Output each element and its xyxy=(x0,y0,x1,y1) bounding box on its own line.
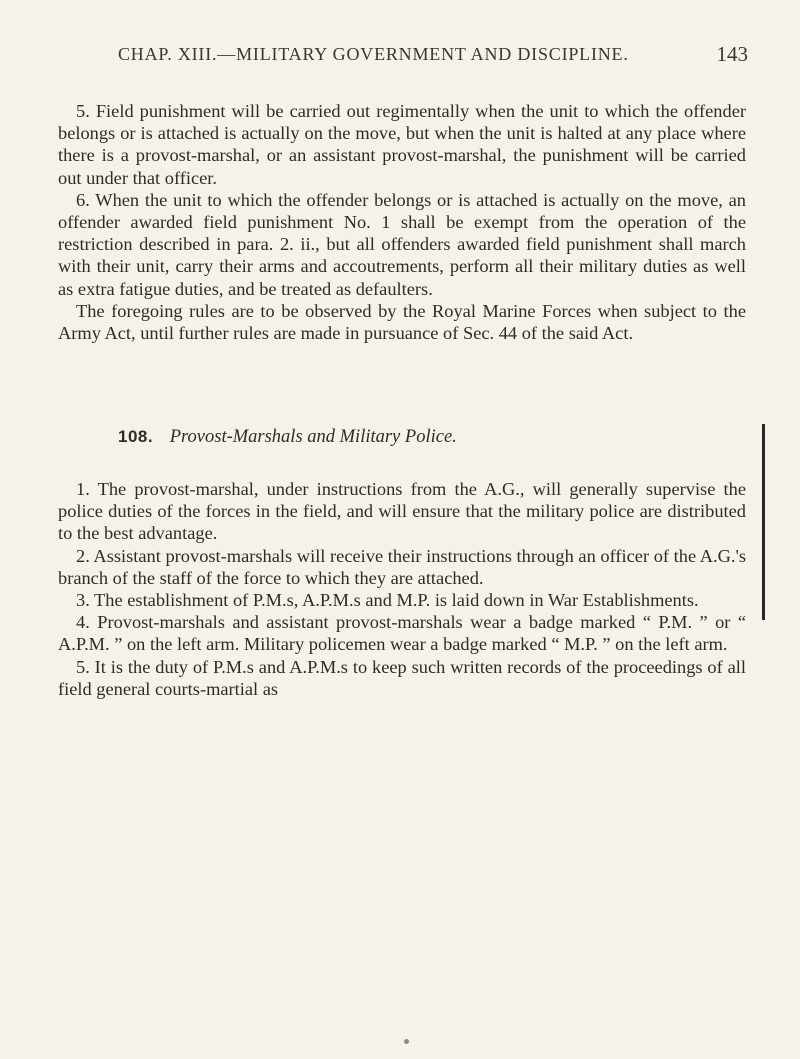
paragraph-royal-marine: The foregoing rules are to be observed by the Royal Marine Forces when subject to the Army Act, until further rules are made in pursuance of Sec. 44 of the said Act. xyxy=(58,300,746,344)
section-title: Provost-Marshals and Military Police. xyxy=(169,427,457,447)
section-paragraph-2: 2. Assistant provost-marshals will receive their instructions through an officer of the A.G.'s branch of the staff of the force to which they are attached. xyxy=(58,545,746,588)
margin-rule xyxy=(762,424,765,620)
section-number: 108. xyxy=(118,427,154,446)
page-number: 143 xyxy=(716,42,748,66)
paragraph-6: 6. When the unit to which the offender belongs or is attached is actually on the move, an offender awarded field punishment No. 1 shall be exempt from the operation of the restriction described in para. 2. ii., but all offenders awarded field punishment shall march with their unit, carry their arms and accoutrements, perform all their military duties as well as extra fatigue duties, and be treated as defaulters. xyxy=(58,189,746,299)
section-paragraph-1: 1. The provost-marshal, under instructions from the A.G., will generally supervise the police duties of the forces in the field, and will ensure that the military police are distributed to the best advantage. xyxy=(58,479,746,544)
chapter-title: CHAP. XIII.—MILITARY GOVERNMENT AND DISCIPLINE. xyxy=(118,44,629,64)
section-text-block xyxy=(58,478,746,700)
top-text-block xyxy=(58,100,746,344)
section-heading xyxy=(118,427,758,448)
paper-speck xyxy=(404,1039,409,1044)
paragraph-5: 5. Field punishment will be carried out regimentally when the unit to which the offender belongs or is attached is actually on the move, but when the unit is halted at any place where there is a provost-marshal, or an assistant provost-marshal, the punishment will be carried out under that officer. xyxy=(58,101,746,188)
section-paragraph-4: 4. Provost-marshals and assistant provost-marshals wear a badge marked “ P.M. ” or “ A.P.M. ” on the left arm. Military policemen wear a badge marked “ M.P. ” on the left arm. xyxy=(58,612,746,655)
section-paragraph-5: 5. It is the duty of P.M.s and A.P.M.s to keep such written records of the proceedings of all field general courts-martial as xyxy=(58,656,746,699)
section-paragraph-3: 3. The establishment of P.M.s, A.P.M.s and M.P. is laid down in War Establishments. xyxy=(76,590,699,611)
